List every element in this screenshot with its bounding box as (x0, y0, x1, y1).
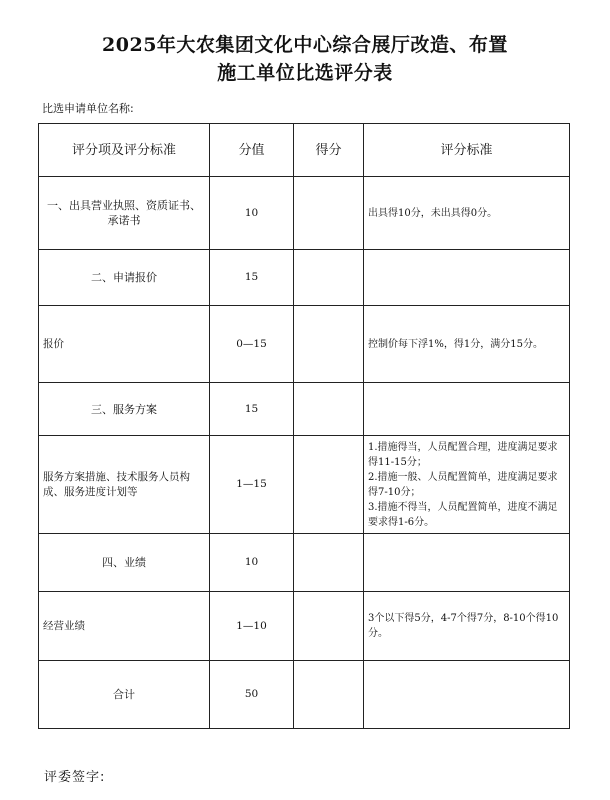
document-title-line-1: 2025年大农集团文化中心综合展厅改造、布置 (102, 34, 508, 56)
table-row (39, 534, 570, 592)
points-cell: 50 (210, 661, 294, 729)
criteria-cell: 合计 (39, 661, 210, 729)
table-row (39, 250, 570, 306)
document-title-line-2: 施工单位比选评分表 (217, 62, 393, 84)
standard-line: 出具得10分，未出具得0分。 (368, 207, 498, 219)
criteria-cell: 一、出具营业执照、资质证书、承诺书 (39, 177, 210, 250)
points-cell: 10 (210, 177, 294, 250)
criteria-cell: 三、服务方案 (39, 383, 210, 436)
table-row (39, 661, 570, 729)
standard-cell (364, 661, 570, 729)
criteria-cell: 经营业绩 (39, 592, 210, 661)
points-cell: 1—15 (210, 436, 294, 534)
points-cell: 0—15 (210, 306, 294, 383)
criteria-cell: 二、申请报价 (39, 250, 210, 306)
standard-line: 3.措施不得当，人员配置简单，进度不满足要求得1-6分。 (368, 501, 558, 528)
score-cell[interactable] (294, 306, 364, 383)
header-standard: 评分标准 (364, 124, 570, 177)
points-cell: 15 (210, 250, 294, 306)
standard-cell (364, 383, 570, 436)
judge-signature-label: 评委签字: (44, 770, 106, 785)
points-cell: 15 (210, 383, 294, 436)
score-cell[interactable] (294, 592, 364, 661)
header-score: 得分 (294, 124, 364, 177)
applicant-name-label: 比选申请单位名称: (42, 102, 134, 115)
standard-cell (364, 592, 570, 661)
standard-cell (364, 306, 570, 383)
table-row (39, 436, 570, 534)
table-row (39, 177, 570, 250)
score-cell[interactable] (294, 534, 364, 592)
points-cell: 1—10 (210, 592, 294, 661)
header-points: 分值 (210, 124, 294, 177)
standard-cell (364, 534, 570, 592)
table-row (39, 592, 570, 661)
standard-line: 2.措施一般、人员配置简单，进度满足要求得7-10分； (368, 471, 558, 498)
header-criteria: 评分项及评分标准 (39, 124, 210, 177)
table-row (39, 383, 570, 436)
scoring-table (38, 123, 570, 729)
standard-cell (364, 177, 570, 250)
points-cell: 10 (210, 534, 294, 592)
score-cell[interactable] (294, 383, 364, 436)
score-cell[interactable] (294, 436, 364, 534)
score-cell[interactable] (294, 177, 364, 250)
standard-line: 3个以下得5分，4-7个得7分，8-10个得10分。 (368, 613, 559, 639)
standard-line: 控制价每下浮1%，得1分，满分15分。 (368, 338, 543, 350)
standard-line: 1.措施得当，人员配置合理，进度满足要求得11-15分； (368, 441, 558, 468)
criteria-cell: 服务方案措施、技术服务人员构成、服务进度计划等 (39, 436, 210, 534)
table-header-row (39, 124, 570, 177)
criteria-cell: 四、业绩 (39, 534, 210, 592)
standard-cell (364, 436, 570, 534)
standard-cell (364, 250, 570, 306)
score-cell[interactable] (294, 250, 364, 306)
table-row (39, 306, 570, 383)
criteria-cell: 报价 (39, 306, 210, 383)
score-cell[interactable] (294, 661, 364, 729)
